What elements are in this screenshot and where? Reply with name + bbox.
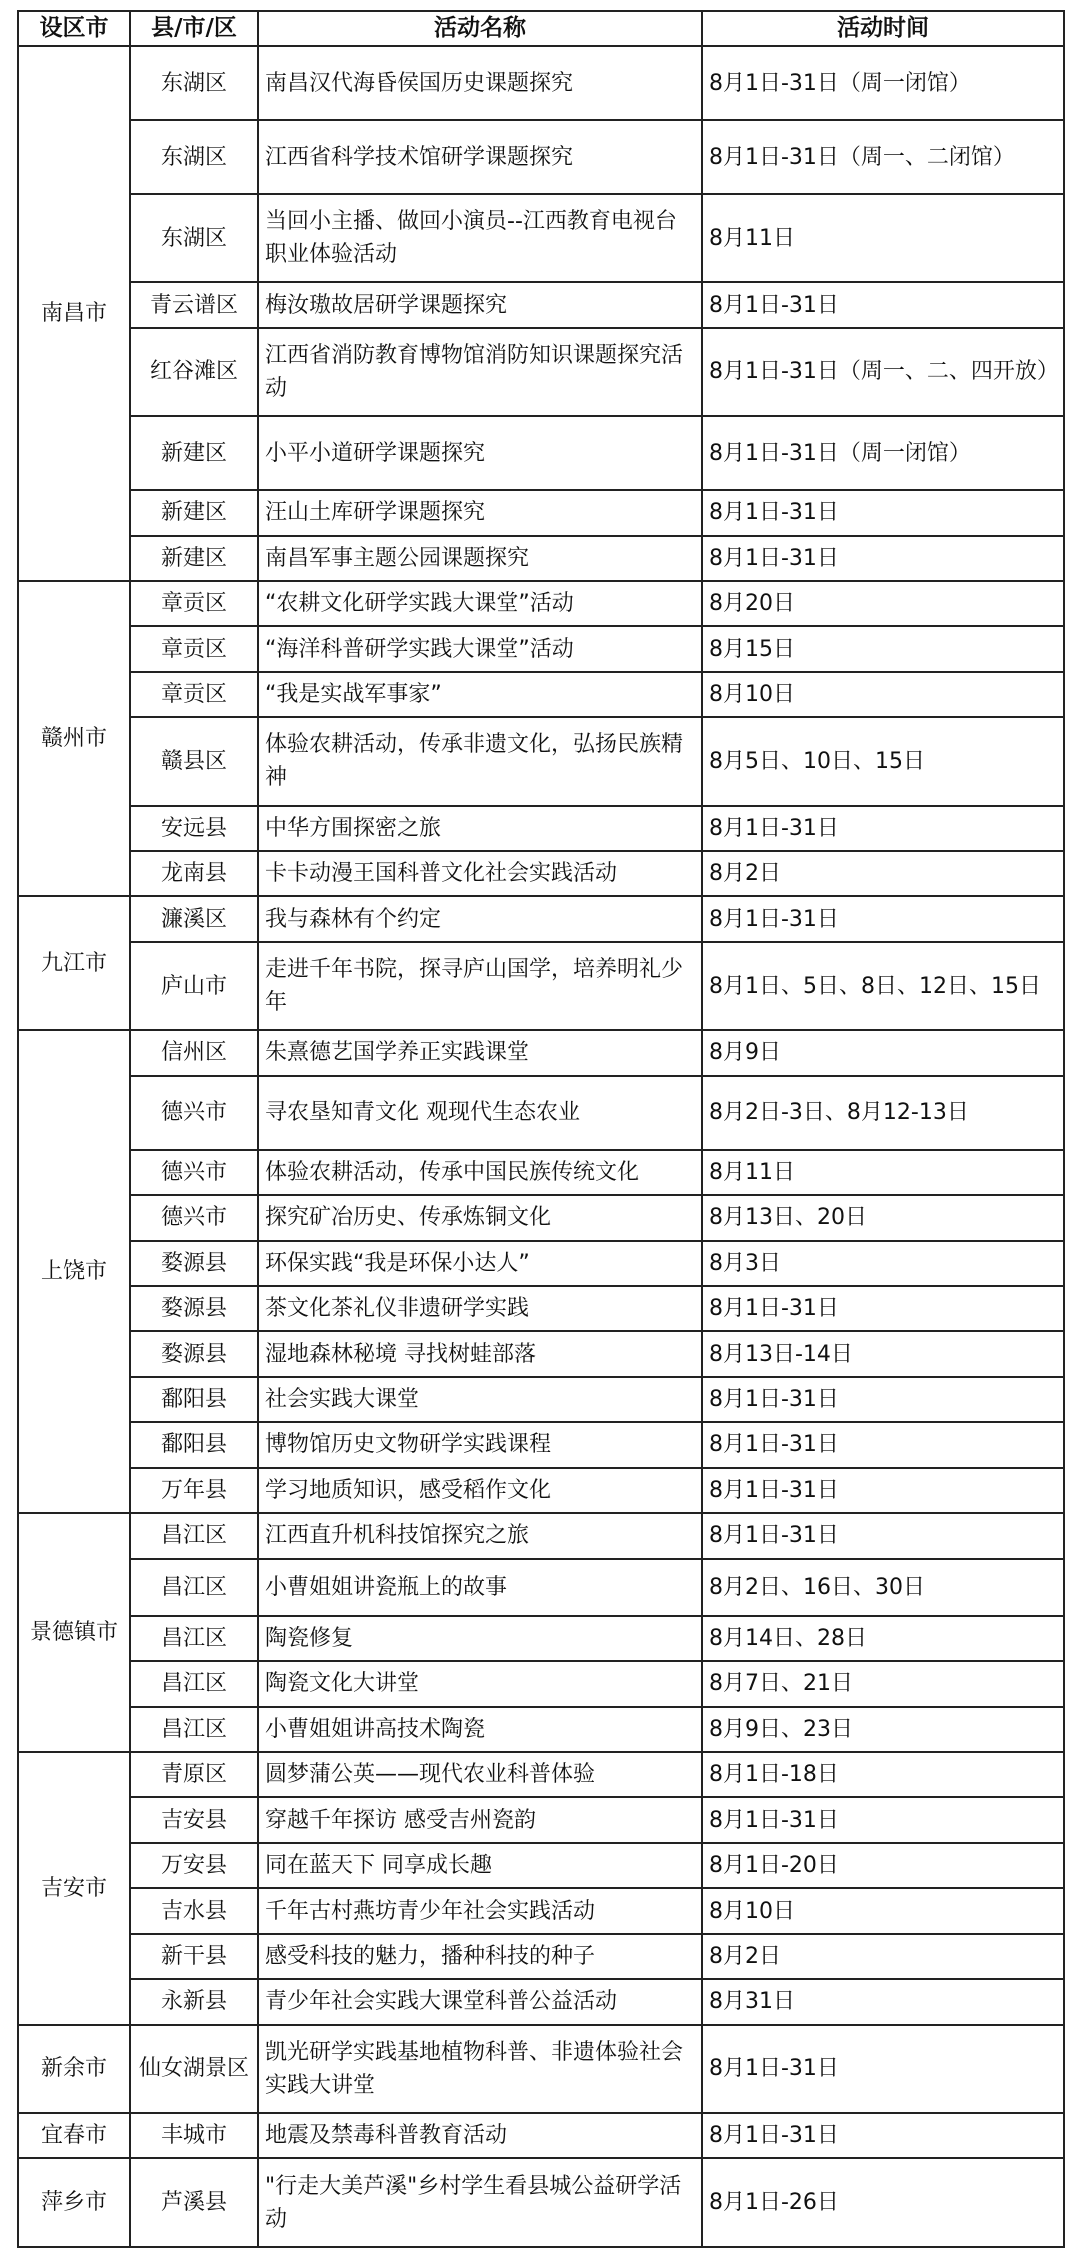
table-row bbox=[18, 1843, 1064, 1888]
table-row bbox=[18, 2158, 1064, 2247]
activity-name-cell: 青少年社会实践大课堂科普公益活动 bbox=[258, 1979, 702, 2024]
city-cell: 宜春市 bbox=[18, 2113, 130, 2158]
activity-time-cell: 8月2日 bbox=[702, 1934, 1064, 1979]
activity-time-cell: 8月1日-18日 bbox=[702, 1752, 1064, 1797]
activity-name-cell: 千年古村燕坊青少年社会实践活动 bbox=[258, 1888, 702, 1933]
header-city: 设区市 bbox=[18, 11, 130, 46]
table-row bbox=[18, 1661, 1064, 1706]
activity-name-cell: 走进千年书院，探寻庐山国学，培养明礼少年 bbox=[258, 942, 702, 1030]
activity-name-cell: 当回小主播、做回小演员--江西教育电视台职业体验活动 bbox=[258, 194, 702, 282]
city-cell: 景德镇市 bbox=[18, 1513, 130, 1752]
activity-time-cell: 8月11日 bbox=[702, 194, 1064, 282]
activity-time-cell: 8月9日、23日 bbox=[702, 1707, 1064, 1752]
city-cell: 南昌市 bbox=[18, 46, 130, 581]
activity-name-cell: 中华方围探密之旅 bbox=[258, 806, 702, 851]
activity-time-cell: 8月2日 bbox=[702, 851, 1064, 896]
activity-time-cell: 8月13日、20日 bbox=[702, 1195, 1064, 1240]
activity-name-cell: 小曹姐姐讲高技术陶瓷 bbox=[258, 1707, 702, 1752]
county-cell: 红谷滩区 bbox=[130, 328, 258, 416]
activity-name-cell: 感受科技的魅力，播种科技的种子 bbox=[258, 1934, 702, 1979]
activity-time-cell: 8月1日-31日（周一、二、四开放） bbox=[702, 328, 1064, 416]
activity-time-cell: 8月1日-31日 bbox=[702, 2113, 1064, 2158]
table-row bbox=[18, 416, 1064, 490]
activity-name-cell: 探究矿冶历史、传承炼铜文化 bbox=[258, 1195, 702, 1240]
county-cell: 婺源县 bbox=[130, 1331, 258, 1376]
table-row bbox=[18, 626, 1064, 671]
county-cell: 芦溪县 bbox=[130, 2158, 258, 2247]
county-cell: 丰城市 bbox=[130, 2113, 258, 2158]
table-row bbox=[18, 806, 1064, 851]
activity-time-cell: 8月15日 bbox=[702, 626, 1064, 671]
table-row bbox=[18, 2113, 1064, 2158]
table-row bbox=[18, 1979, 1064, 2024]
county-cell: 永新县 bbox=[130, 1979, 258, 2024]
activity-name-cell: 同在蓝天下 同享成长趣 bbox=[258, 1843, 702, 1888]
activity-time-cell: 8月5日、10日、15日 bbox=[702, 717, 1064, 805]
table-row bbox=[18, 1030, 1064, 1075]
activity-time-cell: 8月1日-31日 bbox=[702, 1513, 1064, 1558]
county-cell: 万年县 bbox=[130, 1468, 258, 1513]
activity-name-cell: 我与森林有个约定 bbox=[258, 896, 702, 941]
activity-name-cell: 圆梦蒲公英——现代农业科普体验 bbox=[258, 1752, 702, 1797]
activity-time-cell: 8月10日 bbox=[702, 1888, 1064, 1933]
table-row bbox=[18, 896, 1064, 941]
table-row bbox=[18, 1377, 1064, 1422]
table-row bbox=[18, 1513, 1064, 1558]
county-cell: 信州区 bbox=[130, 1030, 258, 1075]
activity-name-cell: 博物馆历史文物研学实践课程 bbox=[258, 1422, 702, 1467]
activity-time-cell: 8月2日、16日、30日 bbox=[702, 1559, 1064, 1616]
county-cell: 万安县 bbox=[130, 1843, 258, 1888]
county-cell: 德兴市 bbox=[130, 1195, 258, 1240]
activity-name-cell: 陶瓷文化大讲堂 bbox=[258, 1661, 702, 1706]
table-row bbox=[18, 942, 1064, 1030]
county-cell: 德兴市 bbox=[130, 1150, 258, 1195]
activity-time-cell: 8月1日-31日 bbox=[702, 1377, 1064, 1422]
table-row bbox=[18, 282, 1064, 327]
county-cell: 庐山市 bbox=[130, 942, 258, 1030]
table-row bbox=[18, 581, 1064, 626]
county-cell: 昌江区 bbox=[130, 1559, 258, 1616]
activity-time-cell: 8月1日-31日 bbox=[702, 536, 1064, 581]
table-row bbox=[18, 1150, 1064, 1195]
header-activity-name: 活动名称 bbox=[258, 11, 702, 46]
activity-time-cell: 8月1日、5日、8日、12日、15日 bbox=[702, 942, 1064, 1030]
table-body bbox=[18, 46, 1064, 2247]
city-cell: 上饶市 bbox=[18, 1030, 130, 1513]
activity-name-cell: 小曹姐姐讲瓷瓶上的故事 bbox=[258, 1559, 702, 1616]
activity-name-cell: 茶文化茶礼仪非遗研学实践 bbox=[258, 1286, 702, 1331]
activity-time-cell: 8月1日-31日 bbox=[702, 806, 1064, 851]
header-row bbox=[18, 11, 1064, 46]
activity-time-cell: 8月1日-20日 bbox=[702, 1843, 1064, 1888]
table-row bbox=[18, 1286, 1064, 1331]
activity-name-cell: 南昌汉代海昏侯国历史课题探究 bbox=[258, 46, 702, 120]
activity-time-cell: 8月14日、28日 bbox=[702, 1616, 1064, 1661]
city-cell: 吉安市 bbox=[18, 1752, 130, 2025]
county-cell: 章贡区 bbox=[130, 672, 258, 717]
county-cell: 婺源县 bbox=[130, 1286, 258, 1331]
table-row bbox=[18, 120, 1064, 194]
county-cell: 吉安县 bbox=[130, 1797, 258, 1842]
table-row bbox=[18, 1331, 1064, 1376]
city-cell: 九江市 bbox=[18, 896, 130, 1030]
table-row bbox=[18, 1195, 1064, 1240]
table-row bbox=[18, 1468, 1064, 1513]
table-row bbox=[18, 2025, 1064, 2113]
header-county: 县/市/区 bbox=[130, 11, 258, 46]
activity-name-cell: 体验农耕活动，传承非遗文化，弘扬民族精神 bbox=[258, 717, 702, 805]
activity-name-cell: 江西直升机科技馆探究之旅 bbox=[258, 1513, 702, 1558]
activity-name-cell: 湿地森林秘境 寻找树蛙部落 bbox=[258, 1331, 702, 1376]
activity-time-cell: 8月20日 bbox=[702, 581, 1064, 626]
city-cell: 赣州市 bbox=[18, 581, 130, 896]
activity-name-cell: “我是实战军事家” bbox=[258, 672, 702, 717]
activity-time-cell: 8月9日 bbox=[702, 1030, 1064, 1075]
activity-name-cell: 体验农耕活动，传承中国民族传统文化 bbox=[258, 1150, 702, 1195]
activity-time-cell: 8月7日、21日 bbox=[702, 1661, 1064, 1706]
county-cell: 青云谱区 bbox=[130, 282, 258, 327]
table-row bbox=[18, 1422, 1064, 1467]
table-row bbox=[18, 1797, 1064, 1842]
county-cell: 青原区 bbox=[130, 1752, 258, 1797]
activity-name-cell: 穿越千年探访 感受吉州瓷韵 bbox=[258, 1797, 702, 1842]
activity-name-cell: 寻农垦知青文化 观现代生态农业 bbox=[258, 1076, 702, 1150]
county-cell: 安远县 bbox=[130, 806, 258, 851]
activity-time-cell: 8月11日 bbox=[702, 1150, 1064, 1195]
county-cell: 鄱阳县 bbox=[130, 1422, 258, 1467]
county-cell: 赣县区 bbox=[130, 717, 258, 805]
table-row bbox=[18, 1707, 1064, 1752]
county-cell: 德兴市 bbox=[130, 1076, 258, 1150]
county-cell: 东湖区 bbox=[130, 194, 258, 282]
table-row bbox=[18, 717, 1064, 805]
activity-table bbox=[17, 10, 1065, 2248]
activity-name-cell: 卡卡动漫王国科普文化社会实践活动 bbox=[258, 851, 702, 896]
county-cell: 章贡区 bbox=[130, 581, 258, 626]
header-activity-time: 活动时间 bbox=[702, 11, 1064, 46]
table-row bbox=[18, 536, 1064, 581]
activity-name-cell: 南昌军事主题公园课题探究 bbox=[258, 536, 702, 581]
activity-time-cell: 8月1日-31日 bbox=[702, 1286, 1064, 1331]
county-cell: 章贡区 bbox=[130, 626, 258, 671]
county-cell: 新建区 bbox=[130, 416, 258, 490]
county-cell: 仙女湖景区 bbox=[130, 2025, 258, 2113]
table-row bbox=[18, 1241, 1064, 1286]
activity-name-cell: 凯光研学实践基地植物科普、非遗体验社会实践大讲堂 bbox=[258, 2025, 702, 2113]
county-cell: 龙南县 bbox=[130, 851, 258, 896]
activity-time-cell: 8月2日-3日、8月12-13日 bbox=[702, 1076, 1064, 1150]
activity-time-cell: 8月1日-31日 bbox=[702, 282, 1064, 327]
county-cell: 东湖区 bbox=[130, 46, 258, 120]
county-cell: 新建区 bbox=[130, 536, 258, 581]
table-row bbox=[18, 1888, 1064, 1933]
county-cell: 昌江区 bbox=[130, 1616, 258, 1661]
activity-time-cell: 8月1日-31日 bbox=[702, 1468, 1064, 1513]
table-row bbox=[18, 46, 1064, 120]
activity-name-cell: "行走大美芦溪"乡村学生看县城公益研学活动 bbox=[258, 2158, 702, 2247]
table-row bbox=[18, 1616, 1064, 1661]
activity-time-cell: 8月1日-26日 bbox=[702, 2158, 1064, 2247]
county-cell: 新干县 bbox=[130, 1934, 258, 1979]
activity-time-cell: 8月1日-31日（周一闭馆） bbox=[702, 416, 1064, 490]
activity-time-cell: 8月10日 bbox=[702, 672, 1064, 717]
activity-name-cell: 学习地质知识，感受稻作文化 bbox=[258, 1468, 702, 1513]
county-cell: 东湖区 bbox=[130, 120, 258, 194]
table-row bbox=[18, 1752, 1064, 1797]
county-cell: 昌江区 bbox=[130, 1661, 258, 1706]
activity-time-cell: 8月31日 bbox=[702, 1979, 1064, 2024]
activity-name-cell: 地震及禁毒科普教育活动 bbox=[258, 2113, 702, 2158]
activity-time-cell: 8月1日-31日（周一闭馆） bbox=[702, 46, 1064, 120]
city-cell: 萍乡市 bbox=[18, 2158, 130, 2247]
activity-name-cell: 江西省科学技术馆研学课题探究 bbox=[258, 120, 702, 194]
activity-name-cell: “海洋科普研学实践大课堂”活动 bbox=[258, 626, 702, 671]
activity-time-cell: 8月1日-31日 bbox=[702, 896, 1064, 941]
table-row bbox=[18, 1559, 1064, 1616]
activity-time-cell: 8月1日-31日（周一、二闭馆） bbox=[702, 120, 1064, 194]
activity-time-cell: 8月3日 bbox=[702, 1241, 1064, 1286]
table-row bbox=[18, 1934, 1064, 1979]
county-cell: 吉水县 bbox=[130, 1888, 258, 1933]
activity-time-cell: 8月1日-31日 bbox=[702, 1422, 1064, 1467]
activity-name-cell: 陶瓷修复 bbox=[258, 1616, 702, 1661]
table-row bbox=[18, 1076, 1064, 1150]
city-cell: 新余市 bbox=[18, 2025, 130, 2113]
activity-name-cell: 江西省消防教育博物馆消防知识课题探究活动 bbox=[258, 328, 702, 416]
county-cell: 新建区 bbox=[130, 490, 258, 535]
activity-name-cell: 社会实践大课堂 bbox=[258, 1377, 702, 1422]
activity-time-cell: 8月1日-31日 bbox=[702, 1797, 1064, 1842]
activity-name-cell: “农耕文化研学实践大课堂”活动 bbox=[258, 581, 702, 626]
activity-time-cell: 8月1日-31日 bbox=[702, 2025, 1064, 2113]
county-cell: 濂溪区 bbox=[130, 896, 258, 941]
table-row bbox=[18, 328, 1064, 416]
activity-name-cell: 梅汝璈故居研学课题探究 bbox=[258, 282, 702, 327]
table-row bbox=[18, 851, 1064, 896]
county-cell: 昌江区 bbox=[130, 1707, 258, 1752]
activity-name-cell: 汪山土库研学课题探究 bbox=[258, 490, 702, 535]
county-cell: 昌江区 bbox=[130, 1513, 258, 1558]
activity-name-cell: 朱熹德艺国学养正实践课堂 bbox=[258, 1030, 702, 1075]
activity-time-cell: 8月1日-31日 bbox=[702, 490, 1064, 535]
county-cell: 婺源县 bbox=[130, 1241, 258, 1286]
activity-name-cell: 小平小道研学课题探究 bbox=[258, 416, 702, 490]
table-row bbox=[18, 490, 1064, 535]
county-cell: 鄱阳县 bbox=[130, 1377, 258, 1422]
table-row bbox=[18, 672, 1064, 717]
activity-time-cell: 8月13日-14日 bbox=[702, 1331, 1064, 1376]
table-row bbox=[18, 194, 1064, 282]
activity-name-cell: 环保实践“我是环保小达人” bbox=[258, 1241, 702, 1286]
